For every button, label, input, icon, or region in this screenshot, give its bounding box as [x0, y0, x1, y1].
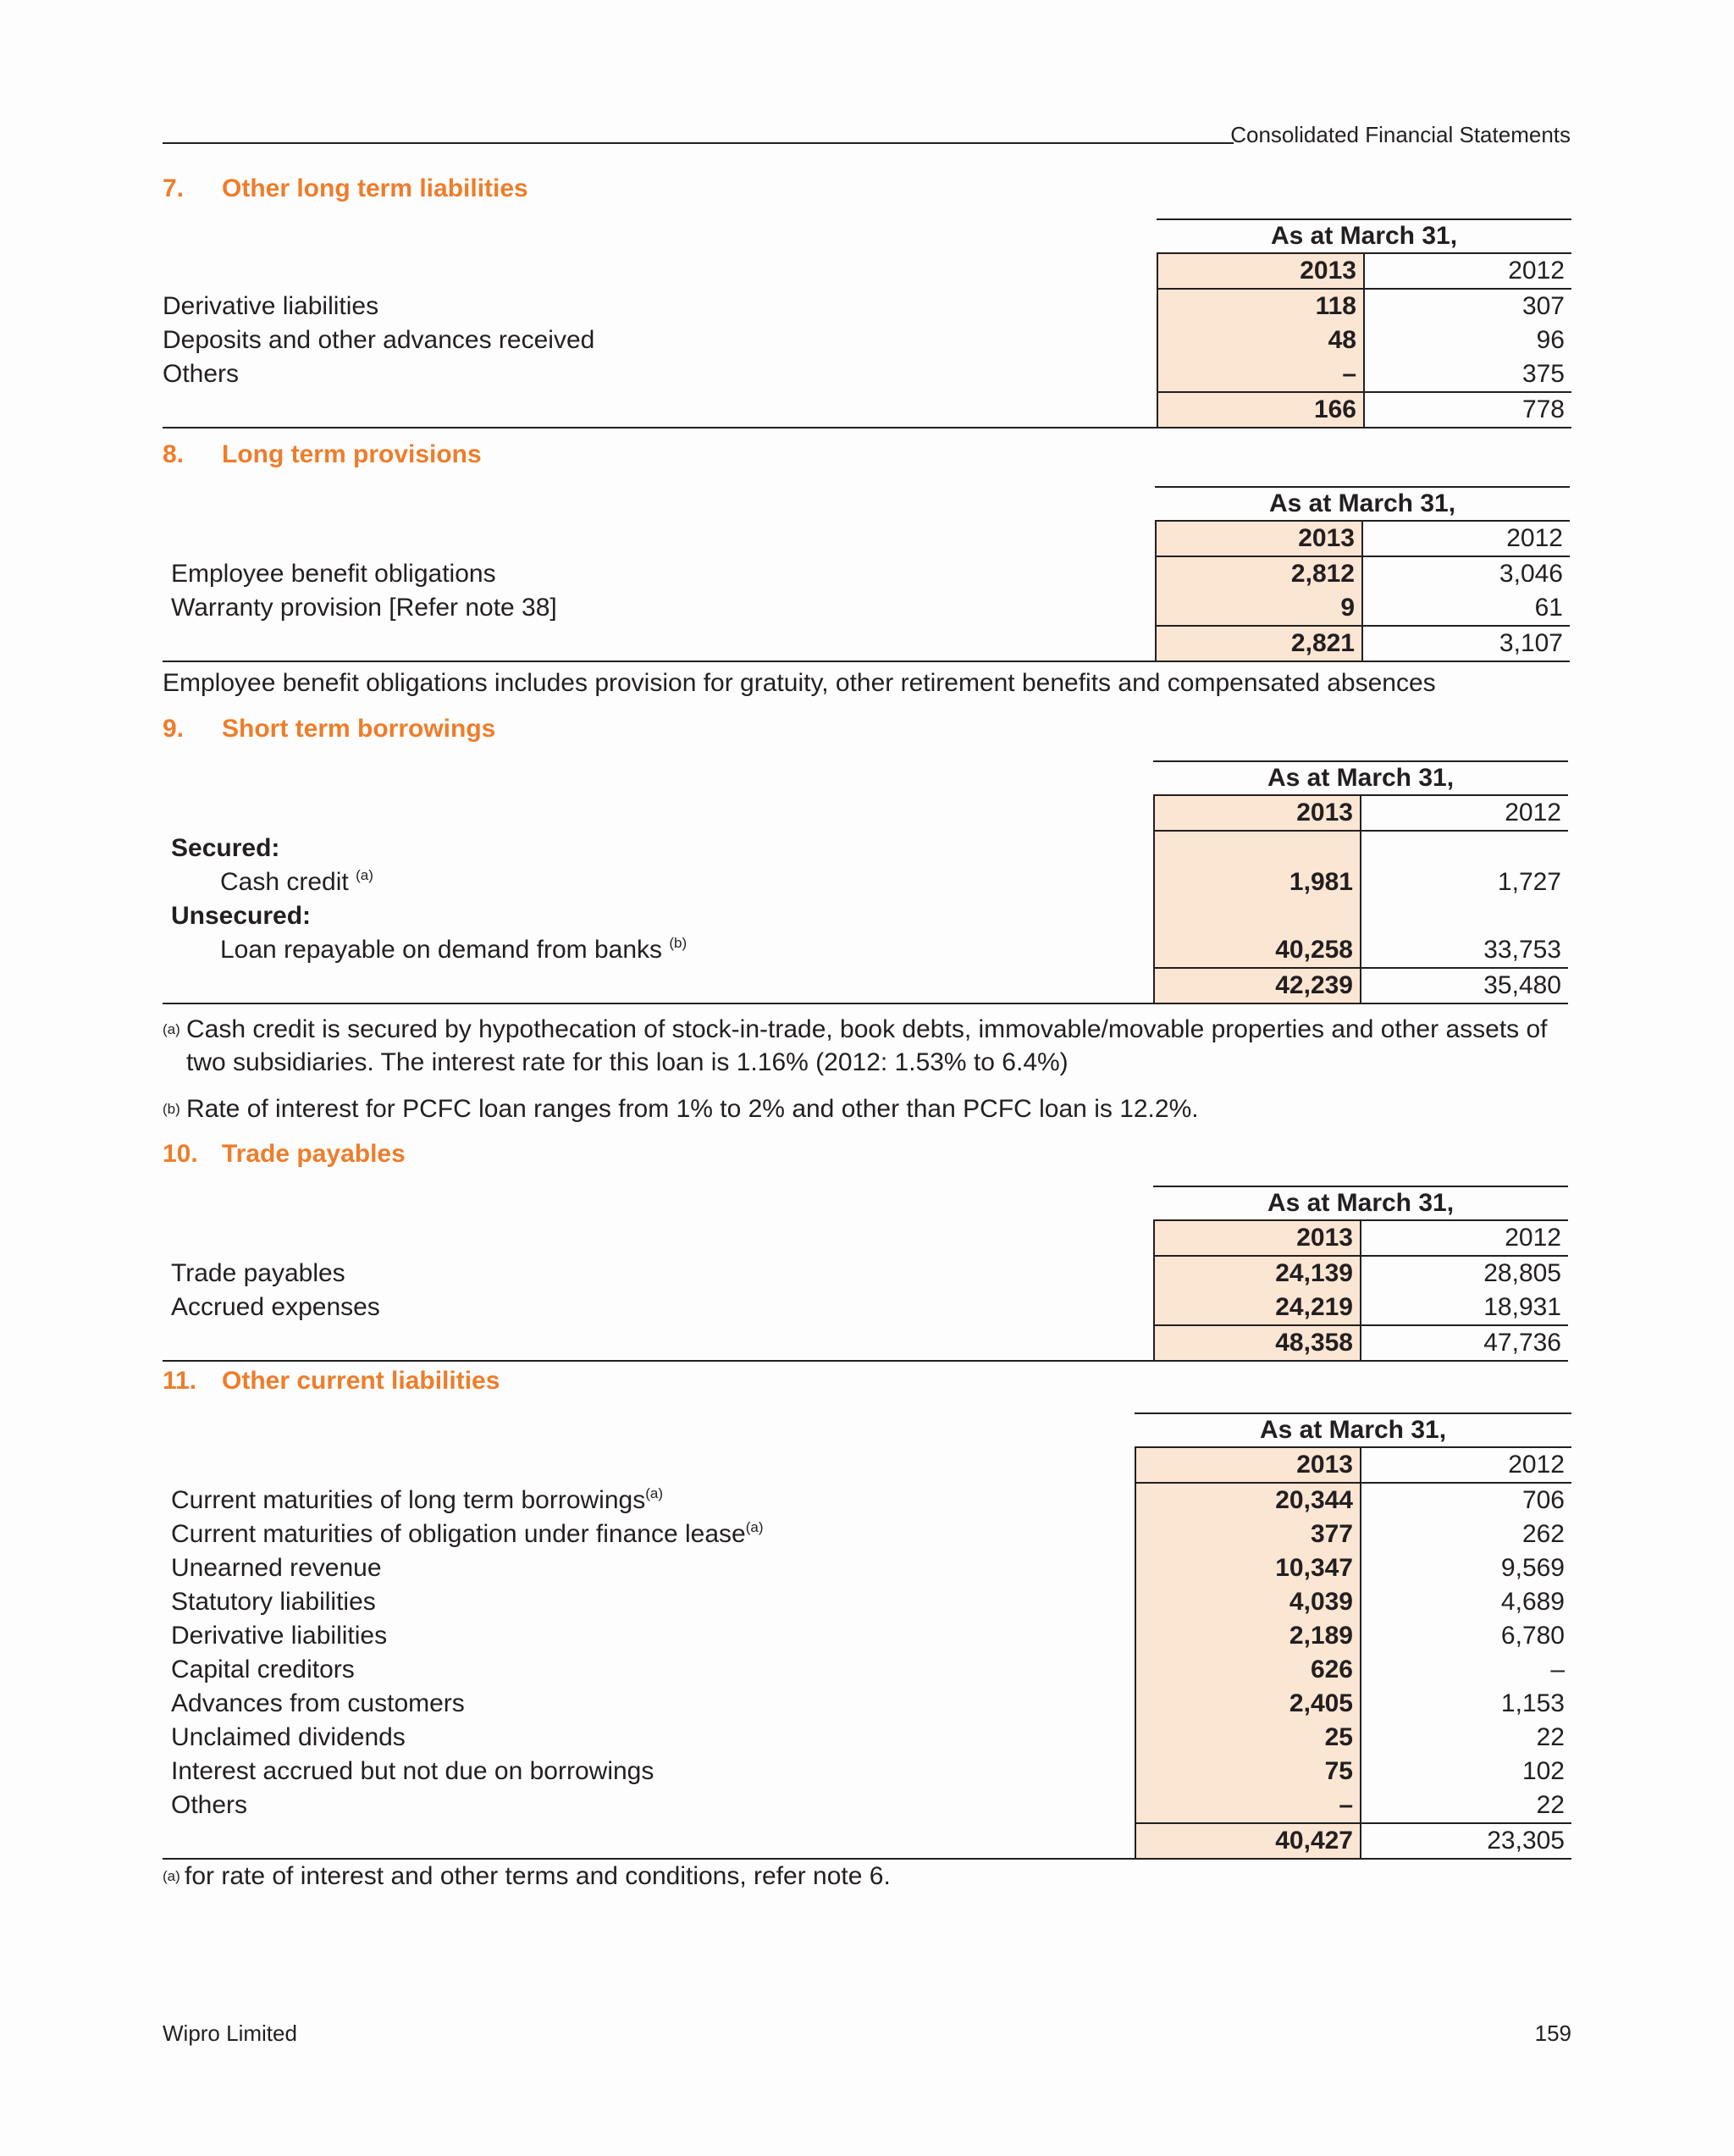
total-row — [163, 1824, 1571, 1858]
table-row — [163, 290, 1571, 323]
footnote-mark: (a) — [163, 1021, 180, 1037]
rule — [163, 1003, 1568, 1004]
total-2013: 48,358 — [1153, 1326, 1360, 1360]
total-2012: 3,107 — [1361, 627, 1570, 661]
row-label: Deposits and other advances received — [163, 326, 595, 354]
loan-label: Loan repayable on demand from banks — [220, 936, 663, 964]
row-label: Warranty provision [Refer note 38] — [171, 594, 557, 622]
col-2013-header: 2013 — [1153, 796, 1360, 830]
total-2012: 23,305 — [1360, 1824, 1571, 1858]
cash-credit-label: Cash credit — [220, 868, 349, 896]
group-row — [163, 832, 1571, 865]
section-10-title — [163, 1140, 406, 1169]
col-2012-header: 2012 — [1363, 254, 1571, 288]
table-row — [163, 1687, 1571, 1721]
footnote-mark: (a) — [645, 1485, 663, 1501]
table-row — [163, 1755, 1571, 1788]
row-label: Employee benefit obligations — [171, 560, 496, 588]
table-row — [163, 1788, 1571, 1822]
total-2012: 47,736 — [1360, 1326, 1568, 1360]
footnote-text: Rate of interest for PCFC loan ranges from 1% to 2% and other than PCFC loan is 12.2%. — [186, 1095, 1199, 1123]
col-2013-header: 2013 — [1153, 1221, 1360, 1255]
value-2012: 3,046 — [1361, 557, 1570, 591]
column-header-row — [163, 1448, 1571, 1482]
column-header-row — [163, 796, 1571, 830]
row-label: Trade payables — [171, 1259, 345, 1287]
row-label: Others — [163, 360, 240, 388]
section-number: 9. — [163, 715, 185, 743]
table-row — [163, 591, 1571, 625]
rule — [163, 427, 1571, 428]
section-number: 10. — [163, 1140, 198, 1168]
row-label: Others — [171, 1791, 248, 1819]
value-2012: 18,931 — [1360, 1291, 1568, 1324]
value-2012: 22 — [1360, 1788, 1571, 1822]
total-2013: 2,821 — [1155, 627, 1361, 661]
table-row — [163, 1257, 1571, 1291]
table-row — [163, 1653, 1571, 1687]
as-at-header: As at March 31, — [1153, 1186, 1568, 1221]
value-2013: 24,139 — [1153, 1257, 1360, 1291]
section-11-footnote-a — [163, 1860, 1577, 1893]
table-row — [163, 1551, 1571, 1585]
table-row — [163, 1484, 1571, 1517]
row-label: Derivative liabilities — [163, 292, 379, 320]
section-number: 7. — [163, 174, 185, 202]
value-2013: 1,981 — [1153, 865, 1360, 899]
value-2012: 706 — [1360, 1484, 1571, 1517]
footnote-mark: (b) — [163, 1101, 180, 1117]
column-header-row — [163, 254, 1571, 288]
total-2013: 166 — [1157, 393, 1363, 427]
section-number: 11. — [163, 1367, 197, 1395]
row-label — [171, 1517, 764, 1551]
header-title: Consolidated Financial Statements — [1230, 122, 1571, 147]
section-9-footnote-b — [163, 1092, 1577, 1125]
total-row — [163, 627, 1571, 661]
row-label: Advances from customers — [171, 1689, 465, 1717]
row-label — [220, 865, 373, 899]
value-2013: 377 — [1135, 1517, 1360, 1551]
as-at-header: As at March 31, — [1157, 218, 1571, 254]
footnote-mark: (a) — [745, 1519, 764, 1535]
value-2012: 375 — [1363, 357, 1571, 391]
value-2012: 33,753 — [1360, 933, 1568, 967]
total-2013: 40,427 — [1135, 1824, 1360, 1858]
total-2012: 778 — [1363, 393, 1571, 427]
total-row — [163, 969, 1571, 1003]
footnote-mark: (b) — [669, 935, 688, 951]
value-2012: – — [1360, 1653, 1571, 1687]
secured-label: Secured: — [171, 834, 280, 862]
row-label-text: Current maturities of long term borrowings — [171, 1486, 646, 1514]
value-2013: 25 — [1135, 1721, 1360, 1755]
col-2012-header: 2012 — [1360, 1221, 1568, 1255]
rule — [163, 1360, 1568, 1362]
section-title-text: Short term borrowings — [222, 715, 496, 743]
table-row — [163, 865, 1571, 899]
as-at-header: As at March 31, — [1155, 486, 1570, 522]
col-2013-header: 2013 — [1135, 1448, 1360, 1482]
value-2012: 4,689 — [1360, 1585, 1571, 1619]
value-2013: 626 — [1135, 1653, 1360, 1687]
value-2012: 61 — [1361, 591, 1570, 625]
table-row — [163, 1517, 1571, 1551]
value-2013: 4,039 — [1135, 1585, 1360, 1619]
value-2012: 1,153 — [1360, 1687, 1571, 1721]
as-at-header: As at March 31, — [1135, 1412, 1571, 1448]
section-title-text: Other current liabilities — [222, 1367, 500, 1395]
col-2013-header: 2013 — [1155, 522, 1361, 556]
header-rule — [163, 142, 1234, 144]
table-row — [163, 557, 1571, 591]
section-9-footnote-a — [163, 1013, 1577, 1079]
group-row — [163, 899, 1571, 933]
value-2013: – — [1135, 1788, 1360, 1822]
value-2013: – — [1157, 357, 1363, 391]
value-2013: 9 — [1155, 591, 1361, 625]
row-label: Accrued expenses — [171, 1293, 380, 1321]
table-row — [163, 933, 1571, 967]
total-row — [163, 1326, 1571, 1360]
value-2013: 2,405 — [1135, 1687, 1360, 1721]
value-2013: 2,812 — [1155, 557, 1361, 591]
table-row — [163, 1721, 1571, 1755]
footnote-mark: (a) — [163, 1868, 180, 1884]
value-2013: 10,347 — [1135, 1551, 1360, 1585]
value-2013: 75 — [1135, 1755, 1360, 1788]
value-2012: 9,569 — [1360, 1551, 1571, 1585]
col-2012-header: 2012 — [1360, 1448, 1571, 1482]
col-2012-header: 2012 — [1361, 522, 1570, 556]
as-at-header: As at March 31, — [1153, 760, 1568, 796]
footnote-mark: (a) — [356, 867, 373, 883]
total-2012: 35,480 — [1360, 969, 1568, 1003]
row-label: Capital creditors — [171, 1656, 355, 1683]
row-label: Unclaimed dividends — [171, 1723, 406, 1751]
value-2013: 118 — [1157, 290, 1363, 323]
page-number: 159 — [1534, 2021, 1571, 2046]
value-2012: 6,780 — [1360, 1619, 1571, 1653]
footer-company: Wipro Limited — [163, 2021, 297, 2046]
value-2013: 48 — [1157, 323, 1363, 357]
value-2012: 262 — [1360, 1517, 1571, 1551]
section-8-note: Employee benefit obligations includes provision for gratuity, other retirement benefits and compensated absences — [163, 669, 1436, 697]
row-label: Interest accrued but not due on borrowings — [171, 1757, 654, 1785]
footnote-text: for rate of interest and other terms and conditions, refer note 6. — [185, 1862, 891, 1890]
unsecured-label: Unsecured: — [171, 902, 312, 930]
section-7-title — [163, 174, 528, 203]
table-row — [163, 1619, 1571, 1653]
table-row — [163, 357, 1571, 391]
value-2013: 24,219 — [1153, 1291, 1360, 1324]
value-2012: 96 — [1363, 323, 1571, 357]
row-label-text: Current maturities of obligation under finance lease — [171, 1520, 746, 1548]
section-title-text: Other long term liabilities — [222, 174, 528, 202]
value-2013: 2,189 — [1135, 1619, 1360, 1653]
row-label: Unearned revenue — [171, 1554, 382, 1582]
section-number: 8. — [163, 440, 185, 468]
row-label — [220, 933, 687, 967]
value-2013: 40,258 — [1153, 933, 1360, 967]
value-2012: 28,805 — [1360, 1257, 1568, 1291]
table-row — [163, 1291, 1571, 1324]
row-label: Statutory liabilities — [171, 1588, 376, 1616]
section-8-title — [163, 440, 482, 469]
value-2012: 307 — [1363, 290, 1571, 323]
value-2013: 20,344 — [1135, 1484, 1360, 1517]
total-2013: 42,239 — [1153, 969, 1360, 1003]
col-2013-header: 2013 — [1157, 254, 1363, 288]
section-9-title — [163, 715, 495, 744]
value-2012: 22 — [1360, 1721, 1571, 1755]
row-label: Derivative liabilities — [171, 1622, 388, 1650]
column-header-row — [163, 522, 1571, 556]
section-title-text: Trade payables — [222, 1140, 406, 1168]
footnote-text: Cash credit is secured by hypothecation of stock-in-trade, book debts, immovable/movable properties and other assets of two subsidiaries. The interest rate for this loan is 1.16% (2012: 1.53% to 6.4%) — [186, 1015, 1548, 1076]
table-row — [163, 323, 1571, 357]
table-row — [163, 1585, 1571, 1619]
row-label — [171, 1484, 663, 1517]
total-row — [163, 393, 1571, 427]
column-header-row — [163, 1221, 1571, 1255]
section-title-text: Long term provisions — [222, 440, 482, 468]
rule — [163, 661, 1570, 662]
section-11-title — [163, 1367, 500, 1396]
value-2012: 102 — [1360, 1755, 1571, 1788]
value-2012: 1,727 — [1360, 865, 1568, 899]
col-2012-header: 2012 — [1360, 796, 1568, 830]
